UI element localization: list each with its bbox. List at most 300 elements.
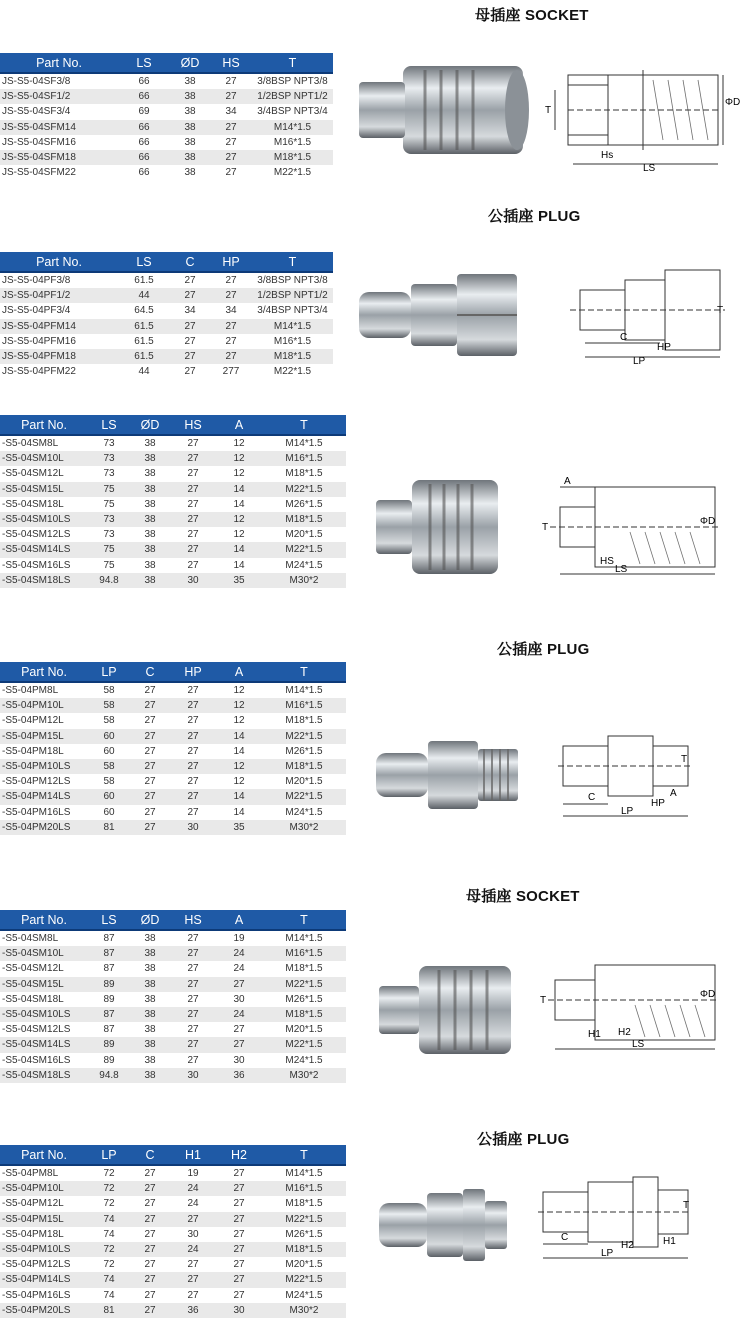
table-cell: M16*1.5 (273, 335, 312, 347)
column-header: C (170, 252, 210, 272)
table-cell: 36 (216, 1068, 262, 1083)
table-cell: 27 (210, 319, 252, 334)
table-cell: M18*1.5 (252, 349, 333, 364)
part-number-cell: -S5-04PM16LS (2, 1289, 71, 1301)
table-cell: 72 (103, 1168, 115, 1180)
part-number-cell: -S5-04SM18L (2, 993, 64, 1005)
table-cell: 89 (103, 1054, 115, 1066)
part-number-cell: -S5-04SM12LS (2, 529, 71, 541)
column-header: T (262, 1145, 346, 1165)
socket-drawing-1 (543, 60, 741, 174)
table-cell: 12 (216, 759, 262, 774)
part-number-cell: -S5-04SM12L (2, 468, 64, 480)
socket-photo-1 (355, 60, 530, 160)
table-cell: 89 (88, 977, 130, 992)
table-row (0, 466, 346, 481)
table-cell: 27 (144, 806, 156, 818)
column-header: HP (210, 252, 252, 272)
table-row (0, 713, 346, 728)
table-header-row (0, 415, 346, 435)
table-cell: 27 (170, 789, 216, 804)
part-number-cell: JS-S5-04SFM18 (0, 150, 118, 165)
table-cell: 72 (103, 1198, 115, 1210)
table-cell: 38 (130, 573, 170, 588)
table-row (0, 744, 346, 759)
table-cell: 12 (233, 468, 245, 480)
column-header: Part No. (0, 252, 118, 272)
part-number-cell: -S5-04SM10LS (0, 1007, 88, 1022)
table-cell: 27 (187, 1024, 199, 1036)
table-row (0, 288, 333, 303)
part-number-cell: -S5-04SM18LS (0, 573, 88, 588)
table-cell: 27 (130, 1212, 170, 1227)
part-number-cell: -S5-04PM20LS (0, 820, 88, 835)
table-cell: 24 (187, 1198, 199, 1210)
table-cell: 12 (233, 529, 245, 541)
table-cell: 27 (187, 1259, 199, 1271)
part-number-cell: -S5-04SM12L (2, 963, 64, 975)
part-number-cell: -S5-04SM16LS (2, 1054, 71, 1066)
part-number-cell: JS-S5-04PFM14 (0, 319, 118, 334)
table-cell: 27 (210, 89, 252, 104)
table-cell: M14*1.5 (285, 1168, 323, 1180)
drawing-label-t: T (681, 754, 688, 765)
table-cell: 27 (144, 776, 156, 788)
part-number-cell: -S5-04PM15L (0, 1212, 88, 1227)
table-cell: 61.5 (134, 335, 154, 347)
table-cell: 30 (170, 573, 216, 588)
table-cell: 27 (170, 1037, 216, 1052)
table-cell: 27 (144, 1168, 156, 1180)
table-cell: 3/4BSP NPT3/4 (257, 106, 328, 118)
plug-drawing-2 (553, 726, 693, 821)
table-cell: 73 (103, 468, 115, 480)
table-cell: 81 (88, 1303, 130, 1318)
column-header: A (216, 415, 262, 435)
table-cell: 38 (130, 542, 170, 557)
part-number-cell: -S5-04SM14LS (0, 1037, 88, 1052)
table-cell: 58 (103, 715, 115, 727)
part-number-cell: -S5-04PM10LS (0, 1242, 88, 1257)
table-cell: M26*1.5 (285, 993, 323, 1005)
table-cell: M18*1.5 (285, 963, 323, 975)
table-cell: 38 (170, 89, 210, 104)
spec-table-plug-pf (0, 252, 333, 379)
table-cell: 73 (88, 512, 130, 527)
table-cell: 27 (130, 1242, 170, 1257)
table-cell: M20*1.5 (285, 1259, 323, 1271)
table-cell: 38 (144, 529, 156, 541)
table-cell: 12 (233, 715, 245, 727)
table-cell: M22*1.5 (273, 366, 312, 378)
column-header: T (262, 662, 346, 682)
table-cell: 44 (118, 288, 170, 303)
drawing-label-od: ΦD (700, 989, 716, 1000)
drawing-label-hp: HP (657, 342, 671, 353)
table-cell: 38 (130, 482, 170, 497)
table-row (0, 977, 346, 992)
table-cell: 27 (170, 1212, 216, 1227)
table-cell: 66 (138, 167, 150, 179)
table-row (0, 1227, 346, 1242)
socket-photo-3 (375, 960, 515, 1060)
table-cell: M24*1.5 (285, 559, 323, 571)
part-number-cell: JS-S5-04SFM14 (0, 120, 118, 135)
table-cell: 30 (233, 993, 245, 1005)
table-cell: 27 (144, 685, 156, 697)
part-number-cell: JS-S5-04SFM16 (2, 136, 76, 148)
table-cell: 27 (187, 963, 199, 975)
table-cell: 27 (144, 1228, 156, 1240)
part-number-cell: JS-S5-04PFM16 (2, 335, 76, 347)
table-cell: 1/2BSP NPT1/2 (252, 89, 333, 104)
drawing-label-c: C (561, 1232, 569, 1243)
table-cell: M18*1.5 (262, 759, 346, 774)
spec-table-socket-sm-long (0, 910, 346, 1083)
table-row (0, 165, 333, 180)
table-cell: 34 (225, 305, 237, 317)
part-number-cell: JS-S5-04SFM22 (2, 167, 76, 179)
table-cell: 3/8BSP NPT3/8 (257, 275, 328, 287)
part-number-cell: -S5-04PM12L (2, 715, 64, 727)
table-row (0, 120, 333, 135)
table-cell: M24*1.5 (285, 1054, 323, 1066)
column-header: LS (118, 252, 170, 272)
plug-photo-2 (372, 735, 522, 815)
table-cell: M18*1.5 (262, 1242, 346, 1257)
part-number-cell: -S5-04PM15L (0, 729, 88, 744)
table-row (0, 558, 346, 573)
table-cell: 27 (187, 1054, 199, 1066)
column-header: C (130, 1145, 170, 1165)
table-cell: 60 (88, 789, 130, 804)
column-header: T (252, 53, 333, 73)
part-number-cell: JS-S5-04SF3/8 (2, 76, 71, 88)
table-cell: 73 (88, 451, 130, 466)
table-cell: 81 (88, 820, 130, 835)
table-cell: 38 (144, 963, 156, 975)
table-cell: 277 (222, 366, 240, 378)
column-header: Part No. (0, 53, 118, 73)
column-header: H1 (170, 1145, 216, 1165)
column-header: LS (88, 910, 130, 930)
table-row (0, 542, 346, 557)
table-cell: 27 (225, 136, 237, 148)
part-number-cell: -S5-04SM18LS (0, 1068, 88, 1083)
table-cell: 27 (130, 698, 170, 713)
table-row (0, 104, 333, 119)
table-cell: M18*1.5 (262, 512, 346, 527)
table-cell: 73 (103, 529, 115, 541)
column-header: LP (88, 1145, 130, 1165)
table-row (0, 1007, 346, 1022)
table-cell: 3/4BSP NPT3/4 (257, 305, 328, 317)
table-cell: 69 (138, 106, 150, 118)
table-cell: 87 (88, 1007, 130, 1022)
table-cell: 27 (233, 1198, 245, 1210)
table-cell: 58 (103, 776, 115, 788)
table-cell: 30 (216, 1303, 262, 1318)
column-header: A (216, 662, 262, 682)
table-cell: 24 (170, 1181, 216, 1196)
table-cell: 12 (216, 512, 262, 527)
table-cell: 27 (170, 946, 216, 961)
table-cell: M18*1.5 (285, 1198, 323, 1210)
table-cell: M26*1.5 (285, 1228, 323, 1240)
table-row (0, 1053, 346, 1068)
table-row (0, 1022, 346, 1037)
table-cell: 3/8BSP NPT3/8 (257, 76, 328, 88)
table-header-row (0, 53, 333, 73)
table-cell: M22*1.5 (262, 729, 346, 744)
table-cell: 14 (216, 482, 262, 497)
table-row (0, 1288, 346, 1303)
table-cell: M16*1.5 (262, 698, 346, 713)
part-number-cell: -S5-04SM10L (0, 946, 88, 961)
part-number-cell: JS-S5-04PFM22 (2, 366, 76, 378)
drawing-label-lp: LP (633, 356, 646, 367)
table-cell: 38 (144, 933, 156, 945)
table-cell: 27 (184, 366, 196, 378)
table-cell: 27 (187, 993, 199, 1005)
table-cell: 27 (216, 1212, 262, 1227)
table-cell: 27 (170, 482, 216, 497)
table-header-row (0, 662, 346, 682)
table-cell: M18*1.5 (285, 715, 323, 727)
table-row (0, 1242, 346, 1257)
table-cell: 27 (187, 806, 199, 818)
table-cell: 75 (88, 542, 130, 557)
table-cell: 38 (144, 1054, 156, 1066)
table-cell: 30 (233, 1054, 245, 1066)
part-number-cell: -S5-04SM18L (2, 498, 64, 510)
table-cell: 12 (233, 776, 245, 788)
table-cell: 73 (103, 438, 115, 450)
table-cell: M22*1.5 (262, 1212, 346, 1227)
table-row (0, 805, 346, 820)
table-cell: 14 (233, 559, 245, 571)
drawing-label-t: T (717, 305, 724, 316)
table-cell: 27 (130, 789, 170, 804)
table-row (0, 759, 346, 774)
part-number-cell: -S5-04SM10L (0, 451, 88, 466)
table-cell: 27 (210, 120, 252, 135)
part-number-cell: JS-S5-04PF1/2 (0, 288, 118, 303)
drawing-label-od: ΦD (700, 516, 716, 527)
table-row (0, 1257, 346, 1272)
part-number-cell: -S5-04PM10L (0, 1181, 88, 1196)
part-number-cell: -S5-04SM8L (2, 933, 59, 945)
table-cell: 27 (170, 319, 210, 334)
part-number-cell: -S5-04PM16LS (2, 806, 71, 818)
plug-drawing-1 (565, 265, 730, 365)
column-header: Part No. (0, 910, 88, 930)
drawing-label-hp: HP (651, 798, 665, 809)
table-cell: 27 (187, 933, 199, 945)
drawing-label-h1: H1 (588, 1029, 601, 1040)
part-number-cell: -S5-04PM8L (2, 1168, 59, 1180)
plug-photo-3 (375, 1185, 510, 1265)
table-cell: M18*1.5 (285, 468, 323, 480)
drawing-label-a: A (564, 476, 571, 487)
table-cell: M14*1.5 (252, 120, 333, 135)
table-cell: 61.5 (134, 275, 154, 287)
column-header: ØD (130, 415, 170, 435)
table-cell: 14 (233, 498, 245, 510)
section-6-heading: 公插座 PLUG (477, 1131, 570, 1148)
section-5-heading: 母插座 SOCKET (466, 888, 580, 905)
table-row (0, 946, 346, 961)
table-cell: 27 (170, 759, 216, 774)
table-cell: 38 (170, 150, 210, 165)
column-header: Part No. (0, 1145, 88, 1165)
table-cell: 89 (103, 993, 115, 1005)
table-cell: M20*1.5 (285, 776, 323, 788)
table-row (0, 482, 346, 497)
drawing-label-h2: H2 (618, 1027, 631, 1038)
table-cell: 72 (88, 1181, 130, 1196)
table-cell: 19 (233, 933, 245, 945)
table-cell: 1/2BSP NPT1/2 (252, 288, 333, 303)
drawing-label-ls: LS (643, 163, 656, 174)
table-cell: 38 (144, 468, 156, 480)
table-cell: 27 (170, 729, 216, 744)
table-row (0, 1181, 346, 1196)
drawing-label-hs: Hs (601, 150, 614, 161)
table-row (0, 1068, 346, 1083)
table-cell: M16*1.5 (262, 451, 346, 466)
table-cell: 27 (233, 1168, 245, 1180)
table-cell: M14*1.5 (252, 319, 333, 334)
table-cell: 87 (103, 1024, 115, 1036)
table-cell: 35 (216, 820, 262, 835)
table-cell: 27 (225, 335, 237, 347)
table-cell: 75 (103, 559, 115, 571)
drawing-label-h2: H2 (621, 1240, 634, 1251)
spec-table-socket-sm (0, 415, 346, 588)
table-cell: 35 (216, 573, 262, 588)
table-row (0, 1272, 346, 1287)
table-cell: 27 (144, 1289, 156, 1301)
table-cell: 38 (130, 1037, 170, 1052)
table-row (0, 992, 346, 1007)
table-row (0, 1037, 346, 1052)
table-row (0, 512, 346, 527)
table-cell: 27 (170, 542, 216, 557)
table-cell: 89 (88, 1037, 130, 1052)
table-cell: 27 (233, 1259, 245, 1271)
table-cell: 27 (184, 275, 196, 287)
drawing-label-t: T (545, 105, 552, 116)
table-cell: 58 (103, 685, 115, 697)
table-cell: 27 (170, 1007, 216, 1022)
table-cell: 66 (118, 150, 170, 165)
plug-photo-1 (355, 270, 530, 360)
table-cell: 14 (216, 542, 262, 557)
table-cell: 27 (187, 715, 199, 727)
table-cell: 27 (170, 288, 210, 303)
table-cell: 38 (144, 559, 156, 571)
plug-drawing-3 (533, 1172, 693, 1267)
table-cell: 38 (184, 136, 196, 148)
table-cell: 38 (184, 167, 196, 179)
table-cell: 66 (118, 89, 170, 104)
table-cell: 27 (144, 745, 156, 757)
table-cell: 72 (103, 1259, 115, 1271)
part-number-cell: JS-S5-04PF3/8 (2, 275, 71, 287)
table-cell: M18*1.5 (262, 1007, 346, 1022)
table-cell: 27 (187, 438, 199, 450)
table-cell: 27 (130, 1303, 170, 1318)
table-cell: 36 (170, 1303, 216, 1318)
socket-photo-2 (372, 472, 502, 582)
table-row (0, 451, 346, 466)
table-row (0, 364, 333, 379)
section-1-heading: 母插座 SOCKET (475, 7, 589, 24)
part-number-cell: -S5-04PM12LS (2, 776, 71, 788)
table-cell: 60 (88, 729, 130, 744)
table-cell: M24*1.5 (285, 806, 323, 818)
table-cell: 38 (184, 106, 196, 118)
table-cell: M22*1.5 (262, 1272, 346, 1287)
column-header: A (216, 910, 262, 930)
part-number-cell: JS-S5-04SF3/4 (2, 106, 71, 118)
drawing-label-ls: LS (615, 564, 628, 575)
table-cell: M16*1.5 (262, 1181, 346, 1196)
table-cell: 27 (187, 498, 199, 510)
table-cell: 12 (233, 685, 245, 697)
table-row (0, 1212, 346, 1227)
table-cell: 66 (118, 120, 170, 135)
table-header-row (0, 910, 346, 930)
table-cell: 74 (88, 1212, 130, 1227)
part-number-cell: JS-S5-04PFM18 (0, 349, 118, 364)
table-cell: 12 (216, 698, 262, 713)
table-row (0, 150, 333, 165)
table-row (0, 682, 346, 698)
table-cell: 27 (187, 685, 199, 697)
spec-table-plug-pm-long (0, 1145, 346, 1318)
table-cell: 27 (170, 698, 216, 713)
table-cell: M18*1.5 (252, 150, 333, 165)
table-cell: M22*1.5 (262, 542, 346, 557)
table-cell: M30*2 (262, 1303, 346, 1318)
table-cell: M30*2 (262, 1068, 346, 1083)
table-cell: 94.8 (88, 1068, 130, 1083)
table-cell: 12 (216, 451, 262, 466)
table-row (0, 334, 333, 349)
table-cell: 27 (210, 150, 252, 165)
table-row (0, 272, 333, 288)
table-cell: M20*1.5 (285, 529, 323, 541)
table-row (0, 729, 346, 744)
table-cell: M14*1.5 (285, 438, 323, 450)
drawing-label-ls: LS (632, 1039, 645, 1050)
column-header: LP (88, 662, 130, 682)
table-cell: 74 (88, 1272, 130, 1287)
table-cell: 38 (144, 993, 156, 1005)
table-cell: 66 (138, 76, 150, 88)
table-cell: 38 (184, 76, 196, 88)
table-row (0, 435, 346, 451)
table-cell: M30*2 (262, 820, 346, 835)
table-cell: 27 (187, 529, 199, 541)
table-cell: M20*1.5 (285, 1024, 323, 1036)
table-cell: 27 (210, 288, 252, 303)
part-number-cell: -S5-04PM10LS (0, 759, 88, 774)
table-cell: 72 (88, 1242, 130, 1257)
table-cell: 38 (144, 1024, 156, 1036)
